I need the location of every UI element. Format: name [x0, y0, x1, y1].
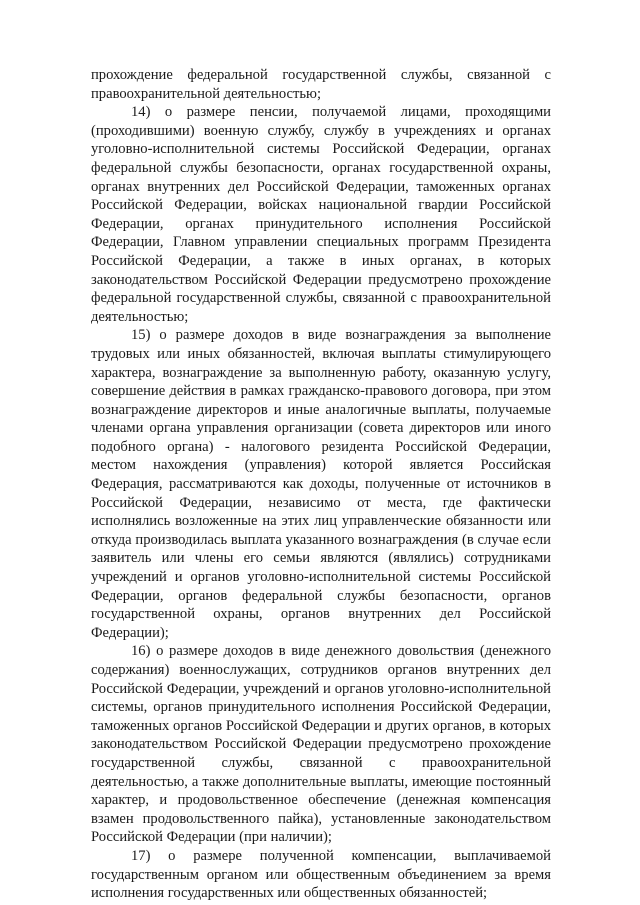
- paragraph-continuation: прохождение федеральной государственной службы, связанной с правоохранительной деятельностью;: [91, 67, 551, 102]
- paragraph-item-15: 15) о размере доходов в виде вознаграждения за выполнение трудовых или иных обязанностей, включая выплаты стимулирующего характера, вознаграждение за выполненную работу, оказанную услугу, совершение действия в рамках гражданско-правового договора, при этом вознаграждение директоров и иные аналогичные выплаты, получаемые членами органа управления организации (совета директоров или иного подобного органа) - налогового резидента Российской Федерации, местом нахождения (управления) которой является Российская Федерация, рассматриваются как доходы, полученные от источников в Российской Федерации, независимо от места, где фактически исполнялись возложенные на этих лиц управленческие обязанности или откуда производилась выплата указанного вознаграждения (в случае если заявитель или члены его семьи являются (являлись) сотрудниками учреждений и органов уголовно-исполнительной системы Российской Федерации, органов федеральной службы безопасности, органов государственной охраны, органов внутренних дел Российской Федерации);: [91, 327, 551, 641]
- paragraph-item-14: 14) о размере пенсии, получаемой лицами, проходящими (проходившими) военную службу, службу в учреждениях и органах уголовно-исполнительной системы Российской Федерации, органах федеральной службы безопасности, органах государственной охраны, органах внутренних дел Российской Федерации, таможенных органах Российской Федерации, войсках национальной гвардии Российской Федерации, органах принудительного исполнения Российской Федерации, Главном управлении специальных программ Президента Российской Федерации, а также в иных органах, в которых законодательством Российской Федерации предусмотрено прохождение федеральной государственной службы, связанной с правоохранительной деятельностью;: [91, 104, 551, 325]
- paragraph-item-16: 16) о размере доходов в виде денежного довольствия (денежного содержания) военнослужащих, сотрудников органов внутренних дел Российской Федерации, учреждений и органов уголовно-исполнительной системы, органов принудительного исполнения Российской Федерации, таможенных органов Российской Федерации и других органов, в которых законодательством Российской Федерации предусмотрено прохождение государственной службы, связанной с правоохранительной деятельностью, а также дополнительные выплаты, имеющие постоянный характер, и продовольственное обеспечение (денежная компенсация взамен продовольственного пайка), установленные законодательством Российской Федерации (при наличии);: [91, 643, 551, 846]
- document-body: [91, 66, 551, 903]
- paragraph-item-17: 17) о размере полученной компенсации, выплачиваемой государственным органом или общественным объединением за время исполнения государственных или общественных обязанностей;: [91, 847, 551, 902]
